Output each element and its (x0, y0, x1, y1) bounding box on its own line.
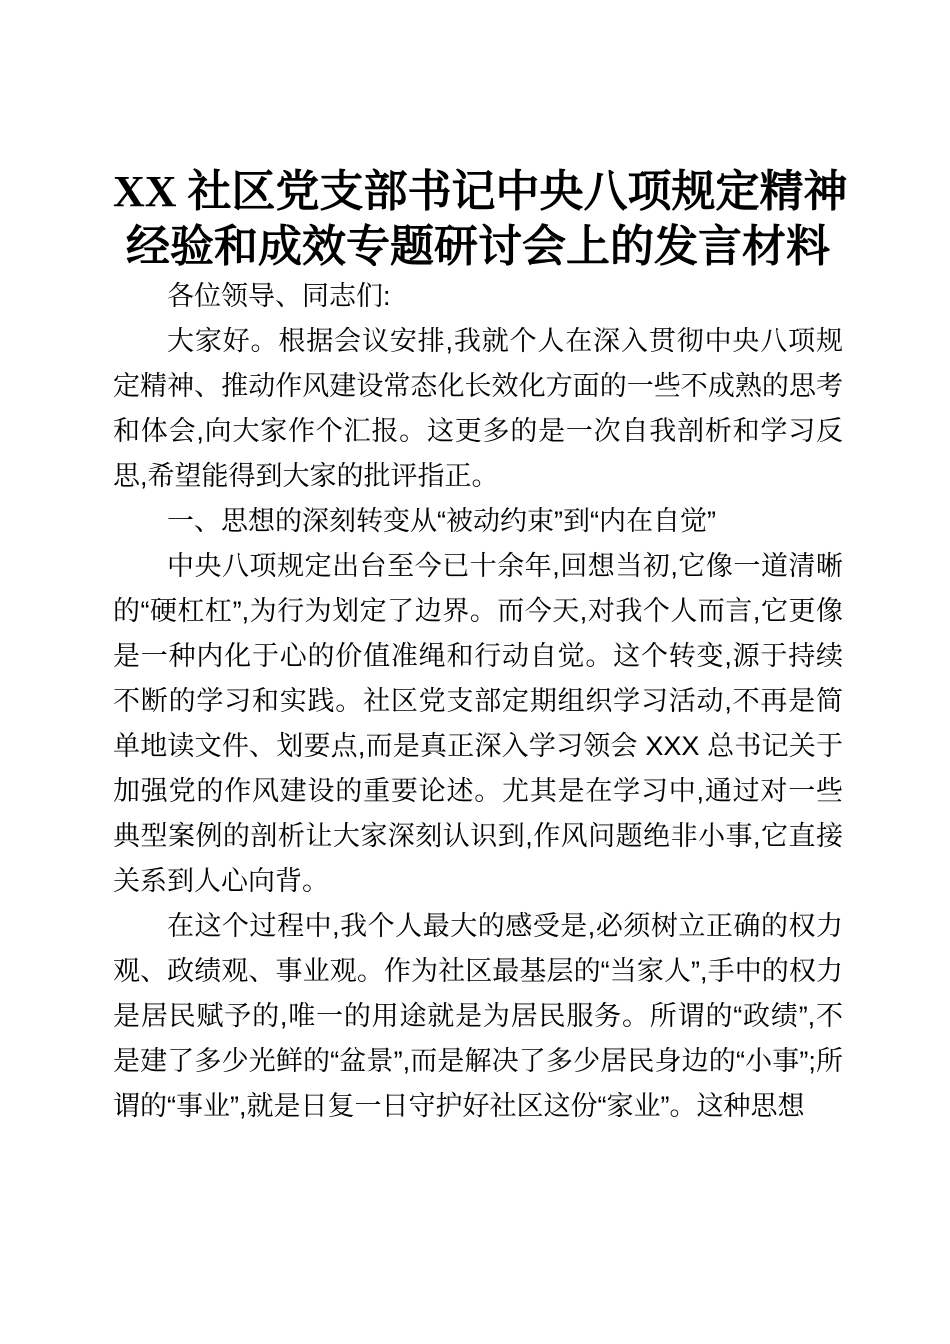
document-title (113, 164, 848, 274)
title-line-2: 经验和成效专题研讨会上的发言材料 (126, 222, 830, 271)
paragraph-personal-takeaway: 在这个过程中,我个人最大的感受是,必须树立正确的权力观、政绩观、事业观。作为社区最基层的“当家人”,手中的权力是居民赋予的,唯一的用途就是为居民服务。所谓的“政绩”,不是建了多少光鲜的“盆景”,而是解决了多少居民身边的“小事”;所谓的“事业”,就是日复一日守护好社区这份“家业”。这种思想 (113, 911, 843, 1121)
section-heading-1: 一、思想的深刻转变从“被动约束”到“内在自觉” (167, 506, 716, 536)
salutation: 各位领导、同志们: (167, 281, 391, 311)
document-body (113, 274, 843, 1129)
paragraph-opening: 大家好。根据会议安排,我就个人在深入贯彻中央八项规定精神、推动作风建设常态化长效化方面的一些不成熟的思考和体会,向大家作个汇报。这更多的是一次自我剖析和学习反思,希望能得到大家的批评指正。 (113, 326, 843, 491)
title-line-1: XX 社区党支部书记中央八项规定精神 (113, 167, 848, 216)
paragraph-ideological-shift: 中央八项规定出台至今已十余年,回想当初,它像一道清晰的“硬杠杠”,为行为划定了边界。而今天,对我个人而言,它更像是一种内化于心的价值准绳和行动自觉。这个转变,源于持续不断的学习和实践。社区党支部定期组织学习活动,不再是简单地读文件、划要点,而是真正深入学习领会 XXX 总书记关于加强党的作风建设的重要论述。尤其是在学习中,通过对一些典型案例的剖析让大家深刻认识到,作风问题绝非小事,它直接关系到人心向背。 (113, 551, 843, 896)
